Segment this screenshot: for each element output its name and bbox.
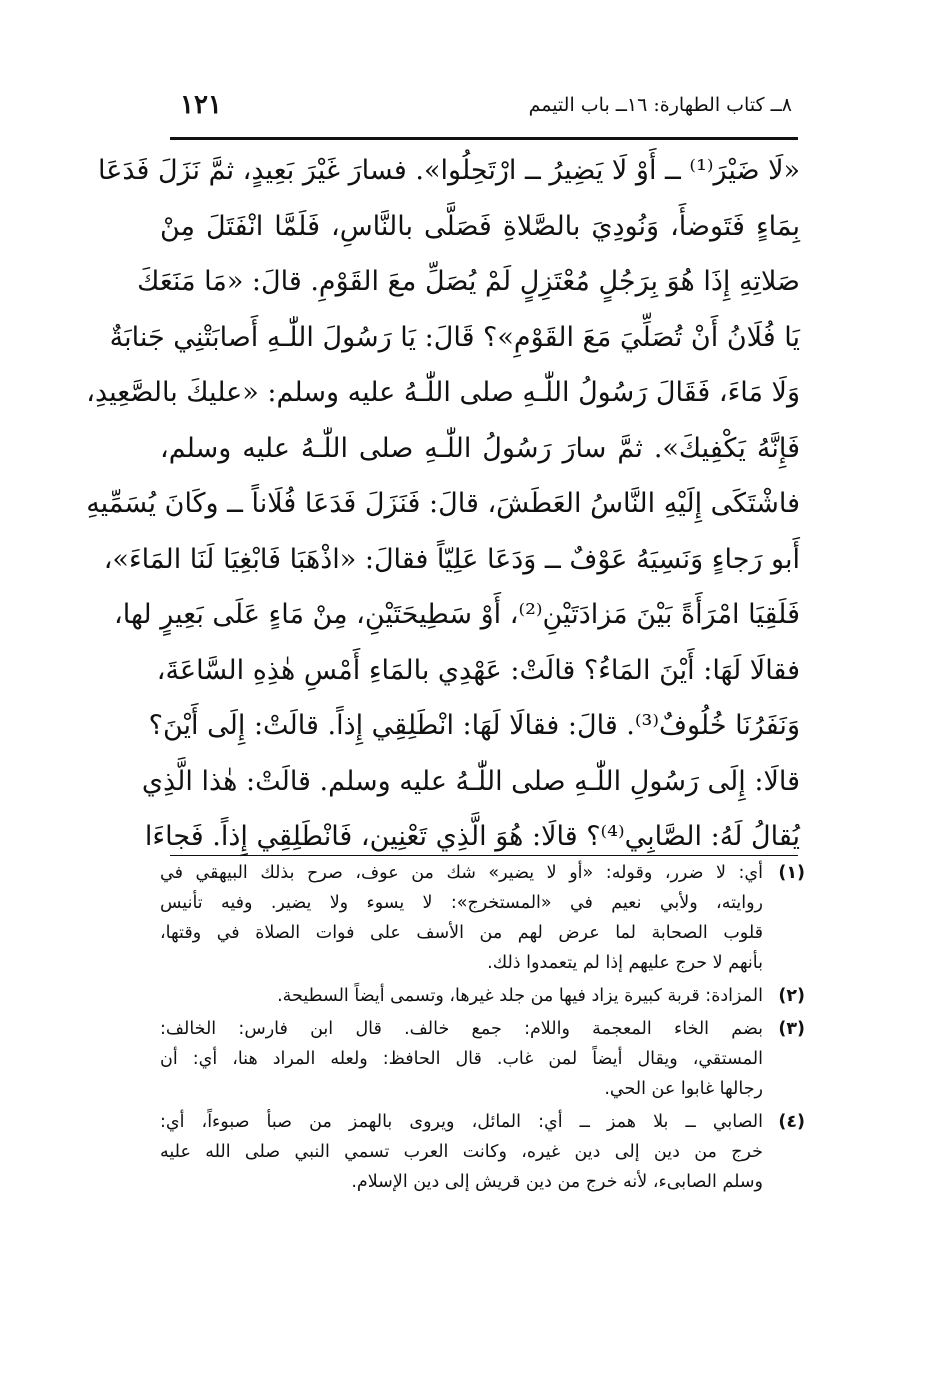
footnote-number: (٢) — [778, 986, 805, 1006]
footnote-line: بأنهم لا حرج عليهم إذا لم يتعمدوا ذلك. — [487, 953, 763, 973]
text-line: فَإِنَّهُ يَكْفِيكَ». ثمَّ سارَ رَسُولُ اللّٰـهِ صلى اللّٰـهُ عليه وسلم، — [160, 432, 800, 464]
text-line: وَنَفَرُنَا خُلُوفٌ⁽³⁾. قالَ: فقالَا لَهَا: انْطَلِقِي إِذاً. قالَتْ: إِلَى أَيْنَ؟ — [148, 710, 800, 741]
footnote-2 — [160, 981, 805, 1011]
text-line: يَا فُلَانُ أَنْ تُصَلِّيَ مَعَ القَوْمِ»؟ قَالَ: يَا رَسُولَ اللّٰـهِ أَصابَتْنِي جَنابَةٌ — [109, 321, 800, 353]
footnote-1 — [160, 858, 805, 978]
page-header — [180, 90, 792, 130]
footnote-number: (٤) — [778, 1112, 805, 1132]
footnote-line: الصابي ــ بلا همز ــ أي: المائل، ويروى بالهمز من صبأ صبوءاً، أي: — [160, 1112, 763, 1132]
text-line: وَلَا مَاءَ، فَقَالَ رَسُولُ اللّٰـهِ صلى اللّٰـهُ عليه وسلم: «عليكَ بالصَّعِيدِ، — [86, 377, 800, 408]
text-line: «لَا ضَيْرَ⁽¹⁾ ــ أَوْ لَا يَضِيرُ ــ ارْتَحِلُوا». فسارَ غَيْرَ بَعِيدٍ، ثمَّ نَزَلَ فَدَعَا — [97, 155, 800, 186]
footnote-rule — [170, 855, 798, 856]
footnote-number: (١) — [778, 863, 805, 883]
footnote-4 — [160, 1107, 805, 1197]
footnote-line: المزادة: قربة كبيرة يزاد فيها من جلد غيرها، وتسمى أيضاً السطيحة. — [277, 986, 763, 1006]
footnote-line: المستقي، ويقال أيضاً لمن غاب. قال الحافظ: ولعله المراد هنا، أي: أن — [160, 1049, 763, 1069]
footnote-line: بضم الخاء المعجمة واللام: جمع خالف. قال ابن فارس: الخالف: — [160, 1019, 763, 1039]
text-line: فقالَا لَهَا: أَيْنَ المَاءُ؟ قالَتْ: عَهْدِي بالمَاءِ أَمْسِ هٰذِهِ السَّاعَةَ، — [156, 654, 800, 686]
text-line: صَلاتِهِ إِذَا هُوَ بِرَجُلٍ مُعْتَزِلٍ لَمْ يُصَلِّ معَ القَوْمِ. قالَ: «مَا مَنَعَكَ — [137, 266, 800, 297]
footnote-number: (٣) — [778, 1019, 805, 1039]
footnote-line: أي: لا ضرر، وقوله: «أو لا يضير» شك من عوف، صرح بذلك البيهقي في — [160, 863, 763, 883]
running-title: ٨ــ كتاب الطهارة: ١٦ــ باب التيمم — [528, 94, 792, 116]
text-line: فاشْتَكَى إِلَيْهِ النَّاسُ العَطَشَ، قالَ: فَنَزَلَ فَدَعَا فُلَاناً ــ وكَانَ يُسَمِّيهِ — [86, 488, 800, 519]
text-line: قالَا: إِلَى رَسُولِ اللّٰـهِ صلى اللّٰـهُ عليه وسلم. قالَتْ: هٰذا الَّذِي — [141, 765, 800, 797]
page-number: ١٢١ — [180, 90, 222, 120]
footnote-line: روايته، ولأبي نعيم في «المستخرج»: لا يسوء ولا يضير. وفيه تأنيس — [160, 893, 763, 913]
main-text — [86, 143, 800, 865]
footnote-line: وسلم الصابىء، لأنه خرج من دين قريش إلى دين الإسلام. — [351, 1172, 763, 1192]
footnote-line: قلوب الصحابة لما عرض لهم من الأسف على فوات الصلاة في وقتها، — [160, 923, 763, 943]
text-line: يُقالُ لَهُ: الصَّابِي⁽⁴⁾؟ قالَا: هُوَ الَّذِي تَعْنِين، فَانْطَلِقِي إِذاً. فَجاءَا — [144, 821, 800, 852]
footnote-line: خرج من دين إلى دين غيره، وكانت العرب تسمي النبي صلى الله عليه — [160, 1142, 763, 1162]
text-line: فَلَقِيَا امْرَأَةً بَيْنَ مَزادَتَيْنِ⁽²⁾، أَوْ سَطِيحَتَيْنِ، مِنْ مَاءٍ عَلَى بَعِيرٍ لها، — [114, 599, 800, 630]
footnote-line: رجالها غابوا عن الحي. — [604, 1079, 763, 1099]
header-rule — [170, 137, 798, 140]
text-line: أَبو رَجاءٍ وَنَسِيَهُ عَوْفٌ ــ وَدَعَا عَلِيّاً فقالَ: «اذْهَبَا فَابْغِيَا لَنَا المَاءَ»، — [103, 543, 800, 575]
footnotes — [160, 858, 805, 1200]
footnote-3 — [160, 1014, 805, 1104]
text-line: بِمَاءٍ فَتَوضأَ، وَنُودِيَ بالصَّلاةِ فَصَلَّى بالنَّاسِ، فَلَمَّا انْفَتَلَ مِنْ — [160, 210, 800, 242]
